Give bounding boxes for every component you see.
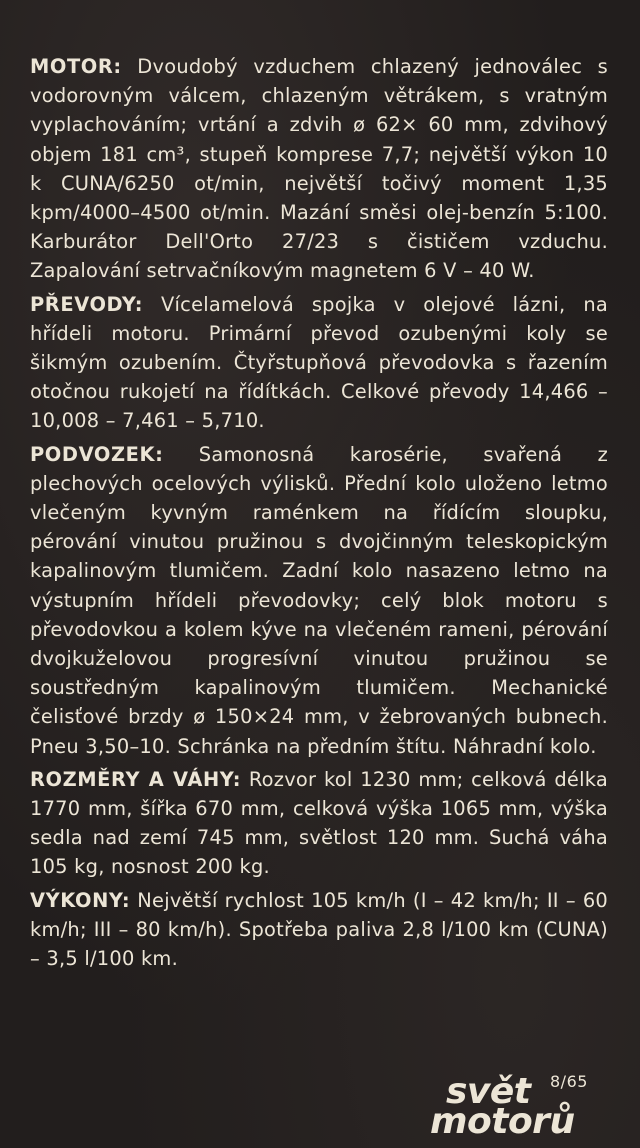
section-body: Samonosná karosérie, svařená z plechových ocelových výlisků. Přední kolo uloženo letmo vlečeným kyvným raménkem na řídícím sloupku, pérování vinutou pružinou s dvojčinným teleskopickým kapalinovým tlumičem. Zadní kolo nasazeno letmo na výstupním hřídeli převodovky; celý blok motoru s převodovkou a kolem kýve na vlečeném rameni, pérování dvojkuželovou progresívní vinutou pružinou se soustředným kapalinovým tlumičem. Mechanické čelisťové brzdy ø 150×24 mm, v žebrovaných bubnech. Pneu 3,50–10. Schránka na předním štítu. Náhradní kolo.: [30, 442, 608, 758]
section-vykony: [30, 886, 608, 974]
section-heading: ROZMĚRY A VÁHY:: [30, 767, 242, 791]
magazine-logo: [430, 1070, 620, 1142]
section-heading: PODVOZEK:: [30, 442, 164, 466]
section-podvozek: [30, 440, 608, 761]
section-body: Největší rychlost 105 km/h (I – 42 km/h; II – 60 km/h; III – 80 km/h). Spotřeba paliva 2,8 l/100 km (CUNA) – 3,5 l/100 km.: [30, 888, 608, 971]
section-heading: MOTOR:: [30, 55, 122, 78]
section-body: Dvoudobý vzduchem chlazený jednoválec s vodorovným válcem, chlazeným větrákem, s vratným vyplachováním; vrtání a zdvih ø 62× 60 mm, zdvihový objem 181 cm³, stupeň komprese 7,7; největší výkon 10 k CUNA/6250 ot/min, největší točivý moment 1,35 kpm/4000–4500 ot/min. Mazání směsi olej-benzín 5:100. Karburátor Dell'Orto 27/23 s čističem vzduchu. Zapalování setrvačníkovým magnetem 6 V – 40 W.: [30, 55, 608, 283]
logo-word-svet: svět: [446, 1071, 531, 1112]
section-motor: [30, 52, 608, 286]
issue-number: 8/65: [550, 1072, 588, 1091]
logo-word-motoru: motorů: [430, 1101, 575, 1142]
section-heading: VÝKONY:: [30, 888, 131, 912]
spec-text: [30, 52, 608, 977]
section-prevody: [30, 290, 608, 436]
section-body: Rozvor kol 1230 mm; celková délka 1770 mm, šířka 670 mm, celková výška 1065 mm, výška sedla nad zemí 745 mm, světlost 120 mm. Suchá váha 105 kg, nosnost 200 kg.: [30, 767, 608, 879]
section-body: Vícelamelová spojka v olejové lázni, na hřídeli motoru. Primární převod ozubenými koly se šikmým ozubením. Čtyřstupňová převodovka s řazením otočnou rukojetí na řídítkách. Celkové převody 14,466 – 10,008 – 7,461 – 5,710.: [30, 292, 608, 433]
section-rozmery: [30, 765, 608, 882]
section-heading: PŘEVODY:: [30, 292, 144, 316]
